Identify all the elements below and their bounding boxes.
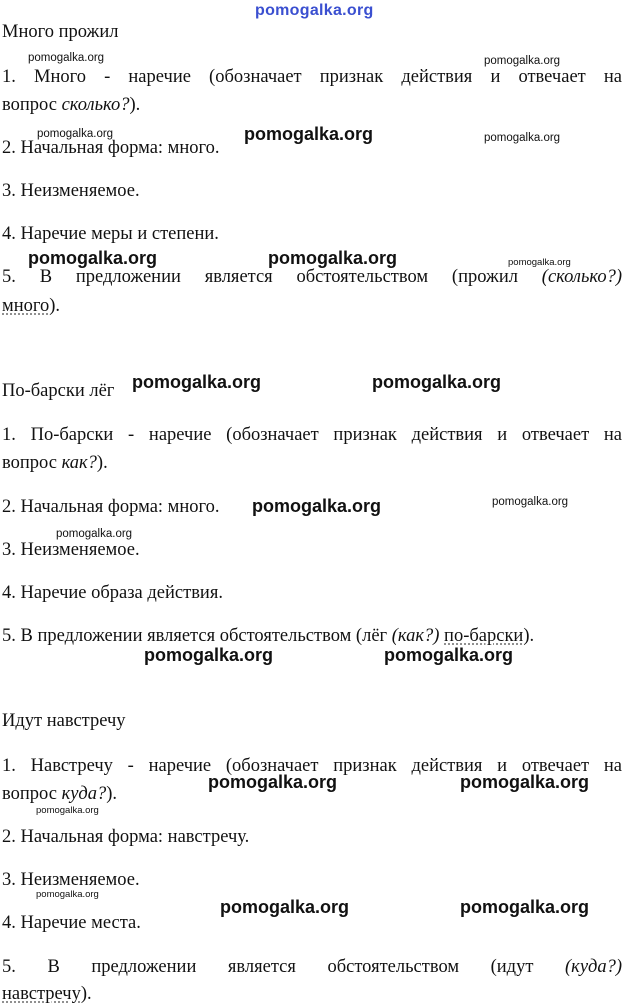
section-heading: По-барски лёг <box>2 381 115 401</box>
watermark: pomogalka.org <box>460 772 590 792</box>
analysis-line-1-cont: вопрос сколько?). <box>2 95 141 115</box>
analysis-line-5-cont: много). <box>2 296 61 316</box>
analysis-line-2: 2. Начальная форма: навстречу. <box>2 827 250 847</box>
watermark: pomogalka.org <box>484 132 561 144</box>
analysis-line-2: 2. Начальная форма: много. <box>2 138 220 158</box>
watermark: pomogalka.org <box>384 645 514 665</box>
watermark: pomogalka.org <box>37 128 114 140</box>
analysis-line-5: 5. В предложении является обстоятельством (прожил (сколько?) <box>2 267 622 287</box>
watermark-top: pomogalka.org <box>255 2 374 19</box>
watermark: pomogalka.org <box>144 645 274 665</box>
analysis-line-1-cont: вопрос куда?). <box>2 784 118 804</box>
watermark: pomogalka.org <box>484 55 561 67</box>
analysis-line-5: 5. В предложении является обстоятельством (идут (куда?) <box>2 957 622 977</box>
analysis-line-4: 4. Наречие образа действия. <box>2 583 223 603</box>
watermark: pomogalka.org <box>460 897 590 917</box>
analysis-line-1-cont: вопрос как?). <box>2 453 108 473</box>
analysis-line-3: 3. Неизменяемое. <box>2 540 140 560</box>
analysis-line-1: 1. Много - наречие (обозначает признак действия и отвечает на <box>2 67 622 87</box>
watermark: pomogalka.org <box>372 372 502 392</box>
watermark: pomogalka.org <box>28 248 158 268</box>
watermark: pomogalka.org <box>208 772 338 792</box>
analysis-line-4: 4. Наречие меры и степени. <box>2 224 219 244</box>
watermark: pomogalka.org <box>492 496 569 508</box>
analysis-line-4: 4. Наречие места. <box>2 913 141 933</box>
analysis-line-2: 2. Начальная форма: много. <box>2 497 220 517</box>
watermark: pomogalka.org <box>252 496 382 516</box>
section-heading: Много прожил <box>2 22 119 42</box>
watermark: pomogalka.org <box>244 124 374 144</box>
analysis-line-3: 3. Неизменяемое. <box>2 870 140 890</box>
analysis-line-1: 1. По-барски - наречие (обозначает признак действия и отвечает на <box>2 425 622 445</box>
section-heading: Идут навстречу <box>2 711 126 731</box>
analysis-line-3: 3. Неизменяемое. <box>2 181 140 201</box>
watermark: pomogalka.org <box>36 805 99 816</box>
analysis-line-5: 5. В предложении является обстоятельством (лёг (как?) по-барски). <box>2 626 535 646</box>
analysis-line-5-cont: навстречу). <box>2 984 92 1004</box>
watermark: pomogalka.org <box>132 372 262 392</box>
analysis-line-1: 1. Навстречу - наречие (обозначает признак действия и отвечает на <box>2 756 622 776</box>
watermark: pomogalka.org <box>28 52 105 64</box>
watermark: pomogalka.org <box>56 528 133 540</box>
watermark: pomogalka.org <box>220 897 350 917</box>
watermark: pomogalka.org <box>508 257 571 268</box>
watermark: pomogalka.org <box>268 248 398 268</box>
watermark: pomogalka.org <box>36 889 99 900</box>
